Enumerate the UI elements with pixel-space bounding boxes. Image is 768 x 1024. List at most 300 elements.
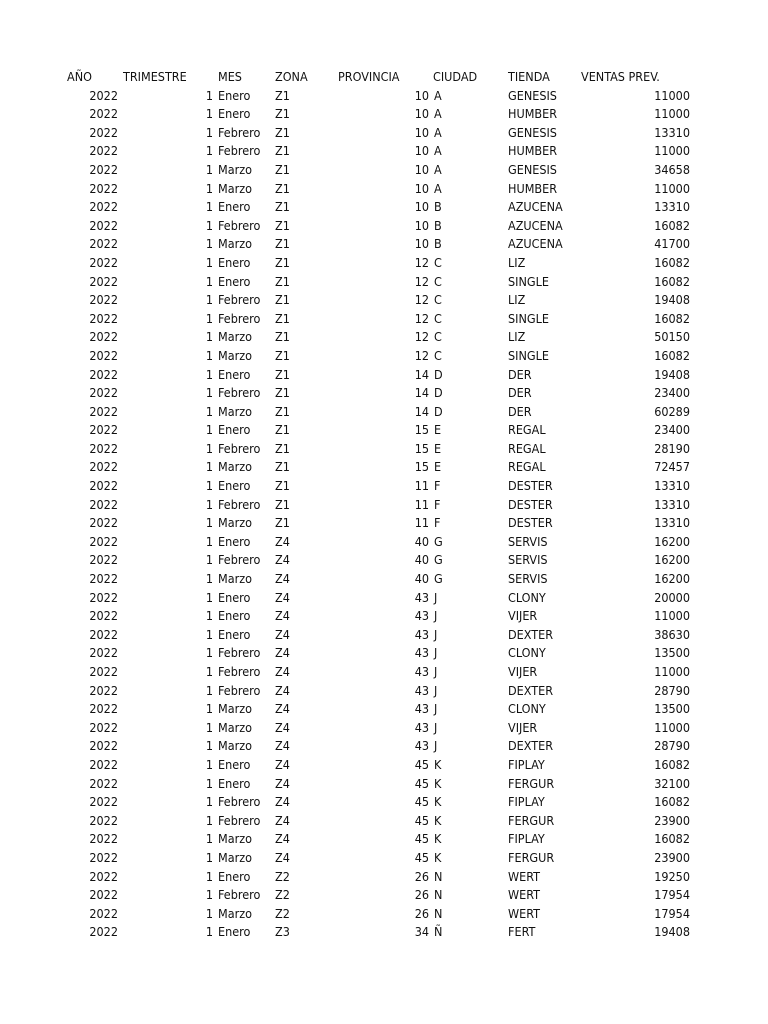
cell-provincia: 43 [414,719,429,735]
cell-trimestre: 1 [205,161,213,177]
cell-ciudad: F [434,478,441,494]
cell-provincia: 45 [414,794,429,810]
table-row [0,868,768,887]
table-row [0,366,768,385]
cell-anio: 2022 [89,440,118,456]
table-row [0,737,768,756]
cell-zona: Z1 [275,329,290,345]
cell-zona: Z2 [275,887,290,903]
cell-trimestre: 1 [205,849,213,865]
cell-zona: Z1 [275,236,290,252]
cell-ventas-prev: 13310 [654,199,690,215]
cell-zona: Z4 [275,571,290,587]
cell-tienda: LIZ [508,329,526,345]
table-row [0,254,768,273]
cell-tienda: FERT [508,924,536,940]
cell-ciudad: E [434,440,442,456]
cell-mes: Febrero [218,682,261,698]
cell-anio: 2022 [89,217,118,233]
cell-tienda: REGAL [508,459,546,475]
cell-trimestre: 1 [205,608,213,624]
cell-ventas-prev: 19408 [654,924,690,940]
table-row [0,886,768,905]
cell-tienda: REGAL [508,422,546,438]
cell-ciudad: N [434,868,443,884]
cell-ventas-prev: 11000 [654,87,690,103]
cell-trimestre: 1 [205,533,213,549]
cell-zona: Z4 [275,608,290,624]
cell-tienda: SINGLE [508,347,549,363]
cell-mes: Enero [218,626,251,642]
cell-zona: Z1 [275,161,290,177]
cell-ciudad: J [434,719,438,735]
cell-zona: Z1 [275,347,290,363]
cell-tienda: FIPLAY [508,831,545,847]
cell-provincia: 14 [414,403,429,419]
cell-trimestre: 1 [205,366,213,382]
cell-anio: 2022 [89,180,118,196]
cell-trimestre: 1 [205,124,213,140]
cell-provincia: 10 [414,124,429,140]
column-header-ciudad: CIUDAD [433,69,478,84]
cell-anio: 2022 [89,719,118,735]
cell-provincia: 15 [414,459,429,475]
table-row [0,830,768,849]
cell-ciudad: C [434,347,442,363]
cell-ventas-prev: 16200 [654,571,690,587]
cell-zona: Z1 [275,422,290,438]
cell-tienda: AZUCENA [508,199,563,215]
cell-provincia: 45 [414,831,429,847]
cell-provincia: 10 [414,199,429,215]
cell-ciudad: A [434,161,442,177]
cell-anio: 2022 [89,273,118,289]
cell-anio: 2022 [89,812,118,828]
cell-ciudad: B [434,217,442,233]
table-row [0,440,768,459]
cell-ciudad: G [434,552,443,568]
table-row [0,124,768,143]
cell-ventas-prev: 11000 [654,608,690,624]
cell-tienda: FERGUR [508,775,555,791]
cell-anio: 2022 [89,106,118,122]
cell-provincia: 26 [414,887,429,903]
table-row [0,347,768,366]
cell-anio: 2022 [89,571,118,587]
cell-trimestre: 1 [205,831,213,847]
table-row [0,570,768,589]
cell-anio: 2022 [89,143,118,159]
cell-ventas-prev: 16082 [654,347,690,363]
cell-mes: Febrero [218,887,261,903]
cell-ventas-prev: 11000 [654,106,690,122]
cell-tienda: SINGLE [508,310,549,326]
table-row [0,775,768,794]
cell-ventas-prev: 28790 [654,682,690,698]
table-row [0,328,768,347]
cell-trimestre: 1 [205,329,213,345]
cell-tienda: DESTER [508,496,553,512]
cell-mes: Febrero [218,310,261,326]
cell-trimestre: 1 [205,775,213,791]
cell-anio: 2022 [89,478,118,494]
cell-ciudad: C [434,329,442,345]
cell-provincia: 43 [414,589,429,605]
cell-provincia: 12 [414,347,429,363]
table-row [0,496,768,515]
cell-provincia: 10 [414,217,429,233]
cell-ventas-prev: 72457 [654,459,690,475]
table-row [0,923,768,942]
cell-provincia: 45 [414,849,429,865]
cell-trimestre: 1 [205,106,213,122]
cell-tienda: WERT [508,905,540,921]
cell-ventas-prev: 13500 [654,645,690,661]
cell-tienda: SINGLE [508,273,549,289]
cell-ventas-prev: 16082 [654,310,690,326]
cell-mes: Marzo [218,571,252,587]
cell-zona: Z1 [275,106,290,122]
cell-ventas-prev: 16082 [654,831,690,847]
cell-anio: 2022 [89,924,118,940]
cell-mes: Enero [218,756,251,772]
table-row [0,812,768,831]
cell-mes: Febrero [218,217,261,233]
cell-provincia: 10 [414,143,429,159]
cell-ciudad: J [434,738,438,754]
cell-ventas-prev: 13310 [654,515,690,531]
cell-mes: Marzo [218,161,252,177]
cell-ventas-prev: 60289 [654,403,690,419]
cell-mes: Febrero [218,143,261,159]
table-row [0,644,768,663]
cell-ventas-prev: 16082 [654,273,690,289]
cell-ciudad: A [434,143,442,159]
cell-ciudad: E [434,422,442,438]
cell-anio: 2022 [89,310,118,326]
cell-zona: Z2 [275,905,290,921]
sales-table [0,68,768,942]
cell-anio: 2022 [89,403,118,419]
cell-anio: 2022 [89,422,118,438]
cell-zona: Z1 [275,366,290,382]
table-row [0,161,768,180]
cell-ciudad: C [434,310,442,326]
cell-ventas-prev: 23400 [654,422,690,438]
cell-anio: 2022 [89,292,118,308]
table-row [0,533,768,552]
table-row [0,589,768,608]
cell-mes: Febrero [218,440,261,456]
cell-ciudad: J [434,608,438,624]
cell-mes: Febrero [218,552,261,568]
cell-zona: Z4 [275,831,290,847]
cell-ciudad: G [434,533,443,549]
cell-mes: Marzo [218,849,252,865]
table-row [0,719,768,738]
cell-provincia: 45 [414,756,429,772]
cell-ventas-prev: 34658 [654,161,690,177]
cell-zona: Z1 [275,440,290,456]
cell-ciudad: F [434,496,441,512]
cell-provincia: 14 [414,366,429,382]
cell-ventas-prev: 17954 [654,887,690,903]
cell-zona: Z1 [275,124,290,140]
cell-trimestre: 1 [205,626,213,642]
cell-tienda: GENESIS [508,161,557,177]
cell-ciudad: N [434,905,443,921]
cell-trimestre: 1 [205,236,213,252]
cell-ventas-prev: 38630 [654,626,690,642]
cell-anio: 2022 [89,552,118,568]
cell-provincia: 43 [414,626,429,642]
cell-ciudad: J [434,589,438,605]
cell-ciudad: J [434,701,438,717]
cell-ciudad: Ñ [434,924,443,940]
cell-tienda: DEXTER [508,626,554,642]
cell-trimestre: 1 [205,273,213,289]
cell-mes: Enero [218,106,251,122]
cell-anio: 2022 [89,236,118,252]
cell-trimestre: 1 [205,738,213,754]
cell-tienda: FIPLAY [508,756,545,772]
cell-mes: Febrero [218,812,261,828]
cell-ciudad: J [434,645,438,661]
cell-ventas-prev: 16200 [654,533,690,549]
cell-zona: Z4 [275,794,290,810]
cell-zona: Z1 [275,459,290,475]
cell-trimestre: 1 [205,887,213,903]
cell-trimestre: 1 [205,664,213,679]
cell-tienda: DER [508,403,532,419]
cell-trimestre: 1 [205,905,213,921]
cell-anio: 2022 [89,329,118,345]
cell-tienda: AZUCENA [508,217,563,233]
cell-zona: Z1 [275,143,290,159]
cell-trimestre: 1 [205,254,213,270]
cell-mes: Febrero [218,645,261,661]
cell-anio: 2022 [89,87,118,103]
cell-provincia: 12 [414,292,429,308]
cell-zona: Z1 [275,254,290,270]
cell-tienda: HUMBER [508,106,558,122]
cell-trimestre: 1 [205,868,213,884]
cell-ventas-prev: 16082 [654,756,690,772]
cell-trimestre: 1 [205,292,213,308]
cell-zona: Z1 [275,87,290,103]
cell-mes: Febrero [218,124,261,140]
table-row [0,87,768,106]
cell-trimestre: 1 [205,645,213,661]
cell-anio: 2022 [89,831,118,847]
cell-tienda: VIJER [508,719,538,735]
table-body [0,87,768,942]
table-row [0,663,768,682]
cell-ciudad: K [434,831,442,847]
table-row [0,180,768,199]
cell-ventas-prev: 41700 [654,236,690,252]
cell-tienda: HUMBER [508,180,558,196]
cell-trimestre: 1 [205,459,213,475]
cell-ventas-prev: 19408 [654,366,690,382]
table-row [0,849,768,868]
cell-anio: 2022 [89,515,118,531]
cell-zona: Z1 [275,515,290,531]
cell-ciudad: F [434,515,441,531]
cell-zona: Z4 [275,664,290,679]
cell-ciudad: G [434,571,443,587]
column-header-ventas-prev: VENTAS PREV. [581,69,660,84]
cell-tienda: SERVIS [508,533,548,549]
cell-mes: Enero [218,589,251,605]
cell-mes: Febrero [218,794,261,810]
cell-mes: Marzo [218,831,252,847]
cell-provincia: 45 [414,775,429,791]
cell-trimestre: 1 [205,310,213,326]
cell-provincia: 45 [414,812,429,828]
cell-mes: Enero [218,254,251,270]
cell-ventas-prev: 17954 [654,905,690,921]
cell-tienda: LIZ [508,292,526,308]
cell-trimestre: 1 [205,924,213,940]
cell-mes: Marzo [218,180,252,196]
cell-zona: Z4 [275,738,290,754]
cell-zona: Z4 [275,552,290,568]
cell-mes: Marzo [218,347,252,363]
cell-provincia: 26 [414,868,429,884]
cell-tienda: DER [508,366,532,382]
cell-trimestre: 1 [205,478,213,494]
cell-tienda: WERT [508,868,540,884]
cell-zona: Z4 [275,682,290,698]
cell-tienda: DESTER [508,515,553,531]
cell-ciudad: B [434,199,442,215]
cell-provincia: 11 [414,515,429,531]
table-row [0,514,768,533]
cell-tienda: VIJER [508,608,538,624]
cell-mes: Enero [218,533,251,549]
cell-tienda: WERT [508,887,540,903]
cell-tienda: LIZ [508,254,526,270]
cell-zona: Z4 [275,849,290,865]
cell-anio: 2022 [89,161,118,177]
cell-tienda: FERGUR [508,812,555,828]
cell-tienda: SERVIS [508,571,548,587]
cell-anio: 2022 [89,664,118,679]
cell-provincia: 43 [414,608,429,624]
cell-provincia: 10 [414,161,429,177]
cell-anio: 2022 [89,626,118,642]
cell-provincia: 11 [414,478,429,494]
cell-mes: Marzo [218,738,252,754]
cell-provincia: 43 [414,738,429,754]
cell-ciudad: A [434,87,442,103]
cell-ciudad: C [434,254,442,270]
cell-anio: 2022 [89,608,118,624]
cell-ventas-prev: 16082 [654,217,690,233]
cell-trimestre: 1 [205,812,213,828]
table-row [0,458,768,477]
cell-mes: Marzo [218,719,252,735]
cell-provincia: 26 [414,905,429,921]
cell-ventas-prev: 16082 [654,254,690,270]
cell-ventas-prev: 13310 [654,496,690,512]
cell-tienda: DESTER [508,478,553,494]
cell-ciudad: B [434,236,442,252]
cell-provincia: 43 [414,701,429,717]
cell-ventas-prev: 11000 [654,664,690,679]
cell-ventas-prev: 11000 [654,719,690,735]
table-row [0,607,768,626]
cell-mes: Febrero [218,664,261,679]
table-row [0,551,768,570]
cell-ciudad: K [434,812,442,828]
cell-tienda: AZUCENA [508,236,563,252]
cell-provincia: 12 [414,310,429,326]
cell-ventas-prev: 32100 [654,775,690,791]
cell-anio: 2022 [89,366,118,382]
cell-provincia: 10 [414,180,429,196]
cell-provincia: 40 [414,533,429,549]
cell-trimestre: 1 [205,515,213,531]
cell-ciudad: D [434,385,443,401]
cell-provincia: 10 [414,87,429,103]
cell-mes: Enero [218,868,251,884]
cell-mes: Marzo [218,329,252,345]
table-row [0,793,768,812]
table-row [0,477,768,496]
cell-tienda: VIJER [508,664,538,679]
cell-provincia: 12 [414,254,429,270]
cell-mes: Enero [218,478,251,494]
cell-zona: Z1 [275,292,290,308]
table-row [0,217,768,236]
table-row [0,626,768,645]
cell-tienda: SERVIS [508,552,548,568]
cell-mes: Marzo [218,701,252,717]
cell-anio: 2022 [89,868,118,884]
cell-trimestre: 1 [205,217,213,233]
cell-zona: Z4 [275,645,290,661]
table-row [0,291,768,310]
cell-ventas-prev: 11000 [654,143,690,159]
cell-trimestre: 1 [205,199,213,215]
cell-tienda: DEXTER [508,682,554,698]
cell-zona: Z4 [275,775,290,791]
cell-ciudad: C [434,292,442,308]
cell-trimestre: 1 [205,422,213,438]
table-row [0,105,768,124]
cell-ciudad: N [434,887,443,903]
cell-anio: 2022 [89,682,118,698]
cell-anio: 2022 [89,589,118,605]
cell-ventas-prev: 16082 [654,794,690,810]
cell-ventas-prev: 16200 [654,552,690,568]
cell-mes: Febrero [218,496,261,512]
cell-anio: 2022 [89,459,118,475]
table-header-row [0,68,768,87]
cell-ciudad: E [434,459,442,475]
cell-zona: Z4 [275,756,290,772]
cell-zona: Z1 [275,310,290,326]
cell-zona: Z4 [275,589,290,605]
cell-anio: 2022 [89,794,118,810]
table-row [0,198,768,217]
cell-tienda: DEXTER [508,738,554,754]
table-row [0,756,768,775]
cell-provincia: 11 [414,496,429,512]
cell-zona: Z2 [275,868,290,884]
